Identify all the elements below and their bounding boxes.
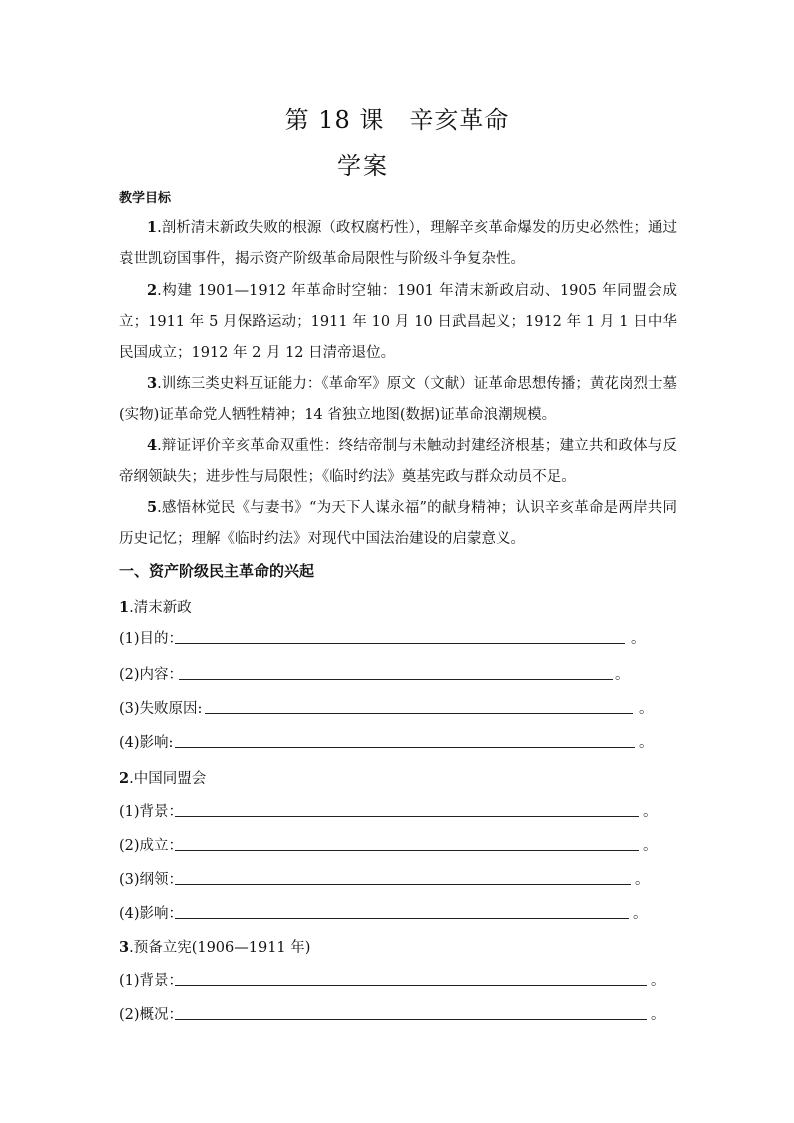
answer-blank[interactable]	[175, 1019, 647, 1020]
subsection-heading	[119, 767, 206, 788]
objective-number: 4	[147, 437, 158, 454]
period-mark: 。	[651, 973, 666, 989]
fill-blank-row	[119, 800, 659, 822]
fill-blank-row	[119, 868, 659, 890]
objective-text: .辩证评价辛亥革命双重性：终结帝制与未触动封建经济根基；建立共和政体与反帝纲领缺失；进步性与局限性；《临时约法》奠基宪政与群众动员不足。	[119, 438, 677, 485]
objective-item	[119, 212, 677, 275]
fill-blank-label: (1)背景：	[119, 973, 184, 989]
lesson-subtitle: 学案	[337, 152, 389, 180]
fill-blank-label: (3)纲领：	[119, 872, 184, 888]
objective-number: 2	[147, 282, 158, 299]
objective-item	[119, 275, 677, 369]
fill-blank-row	[119, 627, 649, 649]
subsection-title: .中国同盟会	[129, 771, 207, 787]
objective-number: 3	[147, 375, 158, 392]
subsection-number: 3	[119, 939, 130, 956]
fill-blank-label: (4)影响：	[119, 906, 184, 922]
answer-blank[interactable]	[175, 918, 629, 919]
fill-blank-label: (1)背景：	[119, 804, 184, 820]
fill-blank-row	[119, 834, 659, 856]
period-mark: 。	[615, 667, 630, 683]
answer-blank[interactable]	[175, 816, 639, 817]
fill-blank-label: (2)内容：	[119, 667, 184, 683]
subsection-heading	[119, 936, 310, 957]
objective-text: .感悟林觉民《与妻书》“为天下人谋永福”的献身精神；认识辛亥革命是两岸共同历史记忆；理解《临时约法》对现代中国法治建设的启蒙意义。	[119, 500, 677, 547]
answer-blank[interactable]	[175, 985, 647, 986]
subsection-number: 2	[119, 770, 130, 787]
period-mark: 。	[651, 1007, 666, 1023]
subsection-title: .清末新政	[129, 600, 192, 616]
answer-blank[interactable]	[175, 884, 631, 885]
fill-blank-label: (3)失败原因:	[119, 701, 203, 717]
objective-item	[119, 492, 677, 555]
objective-number: 1	[147, 219, 158, 236]
period-mark: 。	[643, 804, 658, 820]
subsection-title: .预备立宪(1906—1911 年)	[129, 940, 311, 956]
period-mark: 。	[635, 872, 650, 888]
objective-number: 5	[147, 499, 158, 516]
period-mark: 。	[633, 906, 648, 922]
period-mark: 。	[639, 735, 654, 751]
fill-blank-row	[119, 663, 649, 685]
answer-blank[interactable]	[179, 679, 613, 680]
objective-text: .训练三类史料互证能力：《革命军》原文（文献）证革命思想传播；黄花岗烈士墓(实物)证革命党人牺牲精神；14 省独立地图(数据)证革命浪潮规模。	[119, 376, 677, 423]
answer-blank[interactable]	[205, 713, 633, 714]
fill-blank-label: (2)概况：	[119, 1007, 184, 1023]
objective-text: .剖析清末新政失败的根源（政权腐朽性），理解辛亥革命爆发的历史必然性；通过袁世凯窃国事件，揭示资产阶级革命局限性与阶级斗争复杂性。	[119, 220, 677, 267]
period-mark: 。	[631, 631, 646, 647]
objective-text: .构建 1901—1912 年革命时空轴：1901 年清末新政启动、1905 年同盟会成立；1911 年 5 月保路运动；1911 年 10 月 10 日武昌起义；1912 年 1 月 1 日中华民国成立；1912 年 2 月 12 日清帝退位。	[119, 283, 677, 361]
fill-blank-row	[119, 697, 659, 719]
period-mark: 。	[643, 838, 658, 854]
subsection-number: 1	[119, 599, 130, 616]
period-mark: 。	[639, 701, 654, 717]
fill-blank-label: (2)成立：	[119, 838, 184, 854]
fill-blank-label: (4)影响:	[119, 735, 174, 751]
section-heading: 一、资产阶级民主革命的兴起	[119, 562, 315, 580]
fill-blank-row	[119, 731, 659, 753]
fill-blank-row	[119, 969, 669, 991]
fill-blank-row	[119, 1003, 669, 1025]
answer-blank[interactable]	[175, 850, 639, 851]
objective-item	[119, 368, 677, 431]
lesson-title: 第 18 课 辛亥革命	[284, 106, 510, 134]
answer-blank[interactable]	[175, 643, 625, 644]
objectives-label: 教学目标	[119, 191, 172, 206]
objective-item	[119, 430, 677, 493]
answer-blank[interactable]	[175, 747, 635, 748]
fill-blank-label: (1)目的：	[119, 631, 184, 647]
fill-blank-row	[119, 902, 659, 924]
subsection-heading	[119, 596, 192, 617]
